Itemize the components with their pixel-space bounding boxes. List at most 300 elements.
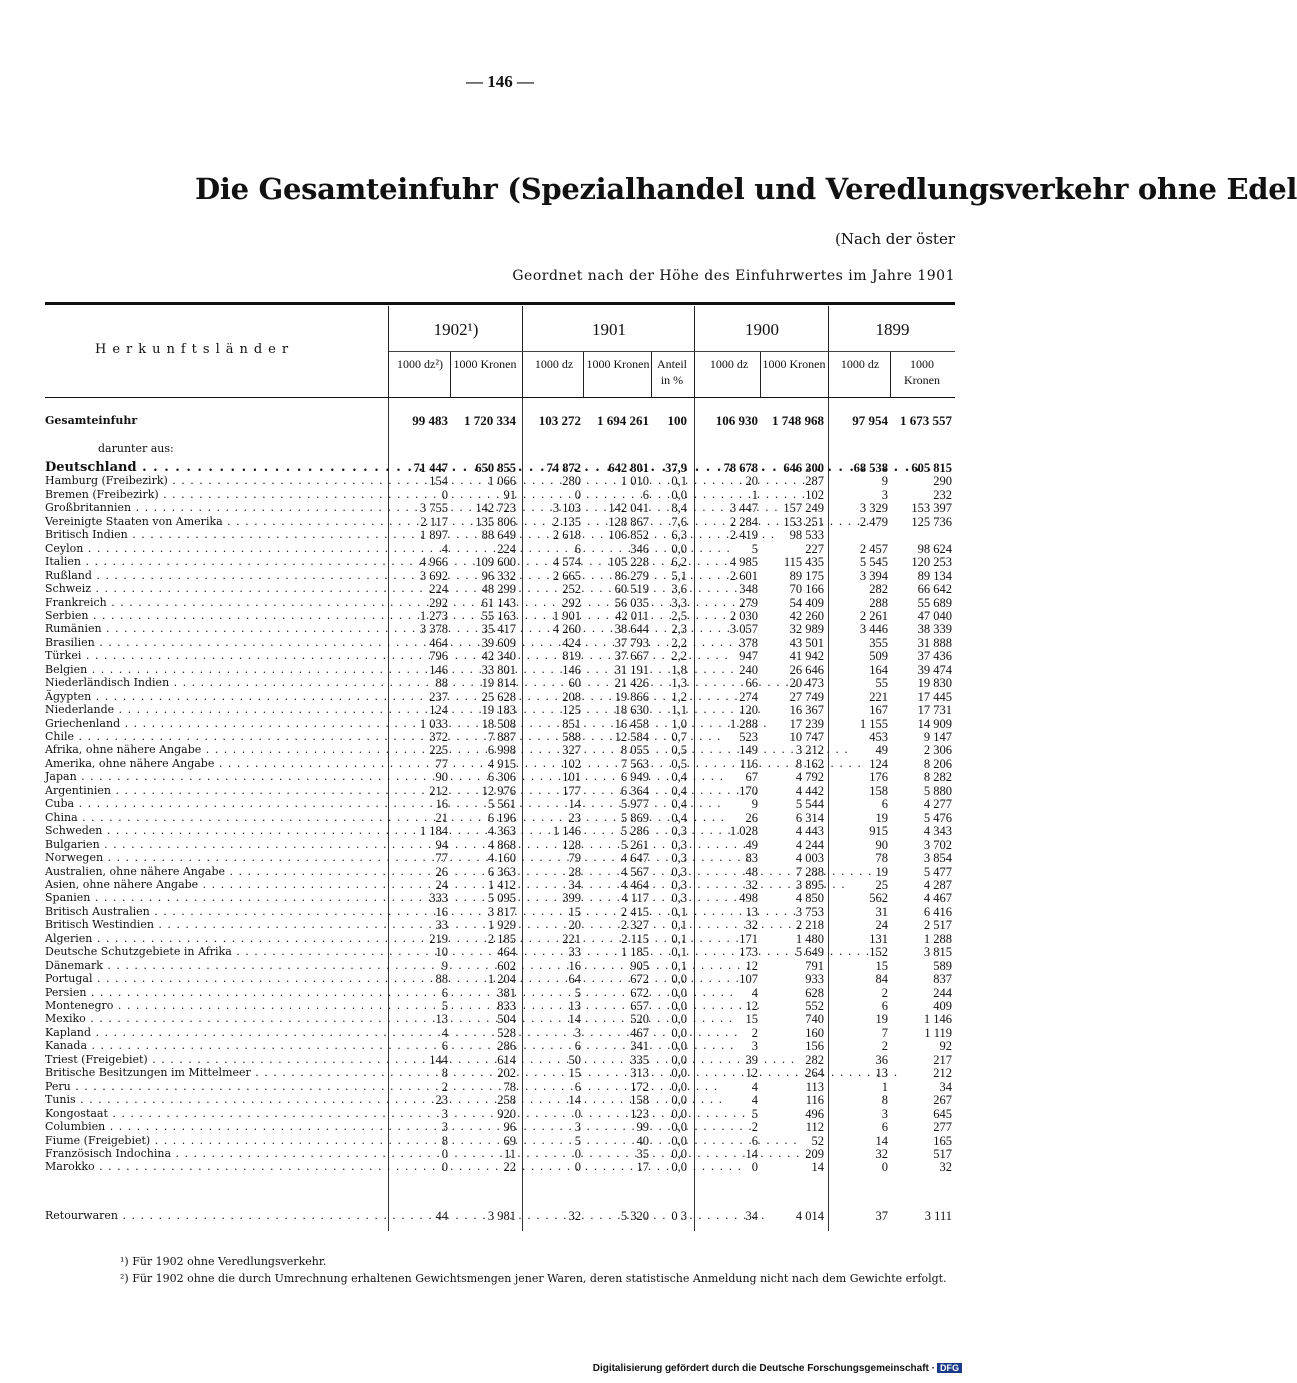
table-row <box>0 1093 1000 1107</box>
cell-col-7: 8 <box>881 1093 888 1108</box>
cell-col-2: 64 <box>568 972 581 987</box>
cell-col-6: 102 <box>805 487 824 502</box>
cell-col-1: 5 095 <box>487 891 516 906</box>
cell-col-4: 0,0 <box>671 1066 687 1081</box>
cell-col-8: 9 147 <box>923 730 952 744</box>
cell-col-2: 15 <box>568 904 581 919</box>
cell-col-6: 7 288 <box>795 864 824 879</box>
row-name: Chile . . . <box>45 730 373 744</box>
cell-col-8: 212 <box>933 1066 952 1081</box>
cell-col-3: 37 667 <box>614 649 649 664</box>
row-name: Hamburg (Freibezirk) . . . <box>45 474 373 488</box>
cell-col-6: 628 <box>805 985 824 1000</box>
dfg-logo: DFG <box>937 1363 962 1373</box>
cell-col-1: 3 981 <box>487 1209 516 1223</box>
row-name: Bremen (Freibezirk) . . . <box>45 488 373 502</box>
cell-col-6: 70 166 <box>789 582 824 597</box>
cell-col-1: 69 <box>503 1133 516 1148</box>
cell-col-4: 6,2 <box>671 555 687 570</box>
cell-col-3: 672 <box>630 985 649 1000</box>
cell-col-1: 25 628 <box>481 689 516 704</box>
cell-col-2: 14 <box>568 1012 581 1027</box>
cell-col-1: 286 <box>497 1039 516 1054</box>
cell-col-1: 224 <box>497 541 516 556</box>
cell-col-3: 105 228 <box>608 555 649 570</box>
cell-col-2: 0 <box>574 1160 581 1175</box>
cell-col-8: 19 830 <box>917 676 952 691</box>
cell-col-3: 60 519 <box>614 582 649 597</box>
row-name: Brasilien . . . <box>45 636 373 650</box>
cell-col-2: 292 <box>562 595 581 610</box>
cell-col-4: 0,3 <box>671 824 687 839</box>
cell-col-8: 47 040 <box>917 608 952 623</box>
cell-col-6: 27 749 <box>789 689 824 704</box>
cell-col-2: 0 <box>574 1146 581 1161</box>
cell-col-4: 0,4 <box>671 783 687 798</box>
table-row <box>0 474 1000 488</box>
cell-col-2: 6 <box>574 1079 581 1094</box>
cell-col-8: 837 <box>933 972 952 987</box>
cell-col-8: 3 815 <box>923 945 952 960</box>
country-column-header: Herkunftsländer <box>95 342 295 357</box>
cell-col-6: 5 544 <box>795 797 824 812</box>
cell-col-6: 116 <box>805 1093 824 1108</box>
cell-col-3: 5 261 <box>620 837 649 852</box>
row-name: Niederländisch Indien . . . <box>45 676 373 690</box>
cell-col-0: 6 <box>441 985 448 1000</box>
cell-col-2: 819 <box>562 649 581 664</box>
unit-1900-dz: 1000 dz <box>709 357 749 371</box>
cell-col-5: 14 <box>745 1146 758 1161</box>
table-row <box>0 743 1000 757</box>
cell-col-4: 0,3 <box>671 877 687 892</box>
cell-col-6: 14 <box>811 1160 824 1175</box>
cell-col-7: 2 <box>881 1039 888 1054</box>
row-name: Französisch Indochina . . . <box>45 1147 373 1161</box>
table-row <box>0 501 1000 515</box>
table-row <box>0 596 1000 610</box>
cell-col-2: 3 103 <box>552 501 581 516</box>
cell-col-7: 509 <box>869 649 888 664</box>
darunter-label: darunter aus: <box>98 442 174 455</box>
cell-col-0: 99 483 <box>412 413 448 428</box>
cell-col-6: 112 <box>805 1120 824 1135</box>
cell-col-1: 39 609 <box>481 635 516 650</box>
cell-col-8: 17 731 <box>917 703 952 718</box>
cell-col-7: 68 538 <box>853 461 888 475</box>
cell-col-4: 0,1 <box>671 945 687 960</box>
cell-col-7: 152 <box>869 945 888 960</box>
cell-col-6: 6 314 <box>795 810 824 825</box>
table-row <box>0 461 1000 475</box>
cell-col-4: 0,3 <box>671 891 687 906</box>
year-1902: 1902¹) <box>433 320 479 339</box>
cell-col-5: 12 <box>745 958 758 973</box>
table-row <box>0 555 1000 569</box>
cell-col-2: 221 <box>562 931 581 946</box>
cell-col-0: 4 <box>441 541 448 556</box>
row-name: Serbien . . . <box>45 609 373 623</box>
cell-col-2: 28 <box>568 864 581 879</box>
cell-col-6: 740 <box>805 1012 824 1027</box>
cell-col-8: 645 <box>933 1106 952 1121</box>
cell-col-6: 52 <box>811 1133 824 1148</box>
table-row <box>0 730 1000 744</box>
cell-col-5: 107 <box>739 972 758 987</box>
cell-col-8: 3 111 <box>924 1209 952 1223</box>
cell-col-1: 6 306 <box>487 770 516 785</box>
cell-col-3: 56 035 <box>614 595 649 610</box>
cell-col-0: 16 <box>435 797 448 812</box>
cell-col-7: 164 <box>869 662 888 677</box>
cell-col-7: 15 <box>875 958 888 973</box>
cell-col-8: 8 282 <box>923 770 952 785</box>
table-row <box>0 865 1000 879</box>
table-row <box>0 676 1000 690</box>
cell-col-2: 252 <box>562 582 581 597</box>
row-name: Retourwaren . . . <box>45 1209 373 1223</box>
cell-col-1: 464 <box>497 945 516 960</box>
table-row <box>0 1160 1000 1174</box>
unit-1901-kronen: 1000 Kronen <box>586 357 650 371</box>
cell-col-4: 0,5 <box>671 756 687 771</box>
row-name: Griechenland . . . <box>45 717 373 731</box>
cell-col-2: 34 <box>568 877 581 892</box>
row-name: Schweiz . . . <box>45 582 373 596</box>
cell-col-1: 19 183 <box>481 703 516 718</box>
row-name: Frankreich . . . <box>45 596 373 610</box>
cell-col-0: 225 <box>429 743 448 758</box>
cell-col-3: 1 694 261 <box>597 413 649 428</box>
table-row <box>0 690 1000 704</box>
cell-col-3: 4 117 <box>621 891 649 906</box>
unit-1901-dz: 1000 dz <box>534 357 574 371</box>
table-row <box>0 1053 1000 1067</box>
cell-col-1: 12 976 <box>481 783 516 798</box>
cell-col-6: 1 480 <box>795 931 824 946</box>
cell-col-6: 933 <box>805 972 824 987</box>
cell-col-3: 1 010 <box>620 474 649 489</box>
cell-col-3: 6 <box>642 487 649 502</box>
table-row-total <box>0 414 1000 428</box>
cell-col-5: 26 <box>745 810 758 825</box>
cell-col-5: 3 447 <box>729 501 758 516</box>
table-row <box>0 569 1000 583</box>
cell-col-0: 10 <box>435 945 448 960</box>
cell-col-4: 0,0 <box>671 541 687 556</box>
cell-col-1: 78 <box>503 1079 516 1094</box>
cell-col-2: 177 <box>562 783 581 798</box>
cell-col-1: 920 <box>497 1106 516 1121</box>
cell-col-4: 1,1 <box>671 703 687 718</box>
cell-col-4: 0,1 <box>671 904 687 919</box>
cell-col-6: 2 218 <box>795 918 824 933</box>
cell-col-7: 6 <box>881 999 888 1013</box>
cell-col-0: 0 <box>441 1160 448 1175</box>
cell-col-0: 237 <box>429 689 448 704</box>
cell-col-5: 6 <box>751 1133 758 1148</box>
ordered-by-note: Geordnet nach der Höhe des Einfuhrwertes im Jahre 1901 <box>512 268 955 284</box>
cell-col-4: 0,0 <box>671 1012 687 1027</box>
cell-col-1: 7 887 <box>487 730 516 744</box>
cell-col-3: 8 055 <box>620 743 649 758</box>
cell-col-0: 13 <box>435 1012 448 1027</box>
cell-col-3: 158 <box>630 1093 649 1108</box>
row-name: Deutsche Schutzgebiete in Afrika . . . <box>45 945 373 959</box>
cell-col-3: 657 <box>630 999 649 1013</box>
cell-col-5: 173 <box>739 945 758 960</box>
cell-col-0: 71 447 <box>413 461 448 475</box>
row-name: Triest (Freigebiet) . . . <box>45 1053 373 1067</box>
table-row <box>0 1120 1000 1134</box>
cell-col-0: 6 <box>441 1039 448 1054</box>
cell-col-5: 67 <box>745 770 758 785</box>
cell-col-5: 3 <box>751 1039 758 1054</box>
cell-col-2: 0 <box>574 1106 581 1121</box>
cell-col-0: 2 <box>441 1079 448 1094</box>
cell-col-7: 19 <box>875 1012 888 1027</box>
row-name: Rußland . . . <box>45 569 373 583</box>
cell-col-5: 5 <box>751 541 758 556</box>
year-1900: 1900 <box>745 320 779 339</box>
cell-col-0: 1 184 <box>419 824 448 839</box>
cell-col-8: 92 <box>939 1039 952 1054</box>
cell-col-1: 528 <box>497 1025 516 1040</box>
table-row <box>0 515 1000 529</box>
cell-col-8: 1 146 <box>923 1012 952 1027</box>
cell-col-3: 35 <box>636 1146 649 1161</box>
cell-col-1: 381 <box>497 985 516 1000</box>
unit-1900-kronen: 1000 Kronen <box>762 357 826 371</box>
cell-col-1: 6 196 <box>487 810 516 825</box>
table-row <box>0 542 1000 556</box>
cell-col-4: 0,0 <box>671 1120 687 1135</box>
row-name: Kanada . . . <box>45 1039 373 1053</box>
cell-col-0: 4 966 <box>419 555 448 570</box>
cell-col-8: 8 206 <box>923 756 952 771</box>
table-row <box>0 1080 1000 1094</box>
cell-col-3: 7 563 <box>620 756 649 771</box>
cell-col-3: 37 793 <box>614 635 649 650</box>
cell-col-0: 146 <box>429 662 448 677</box>
table-row <box>0 582 1000 596</box>
cell-col-2: 60 <box>568 676 581 691</box>
cell-col-6: 4 014 <box>795 1209 824 1223</box>
cell-col-8: 4 467 <box>923 891 952 906</box>
cell-col-8: 6 416 <box>923 904 952 919</box>
table-header <box>0 306 1000 398</box>
row-name: Italien . . . <box>45 555 373 569</box>
cell-col-8: 98 624 <box>917 541 952 556</box>
cell-col-5: 20 <box>745 474 758 489</box>
cell-col-5: 32 <box>745 877 758 892</box>
cell-col-8: 3 702 <box>923 837 952 852</box>
row-name: Portugal . . . <box>45 972 373 986</box>
cell-col-8: 5 880 <box>923 783 952 798</box>
cell-col-6: 115 435 <box>783 555 824 570</box>
cell-col-7: 84 <box>875 972 888 987</box>
cell-col-6: 3 753 <box>795 904 824 919</box>
cell-col-8: 3 854 <box>923 851 952 866</box>
row-name: Marokko . . . <box>45 1160 373 1174</box>
cell-col-1: 11 <box>503 1146 516 1161</box>
cell-col-2: 280 <box>562 474 581 489</box>
cell-col-6: 287 <box>805 474 824 489</box>
cell-col-0: 144 <box>429 1052 448 1067</box>
cell-col-6: 32 989 <box>789 622 824 637</box>
row-name: Kapland . . . <box>45 1026 373 1040</box>
unit-1902-kronen: 1000 Kronen <box>453 357 517 371</box>
cell-col-7: 36 <box>875 1052 888 1067</box>
cell-col-3: 172 <box>630 1079 649 1094</box>
cell-col-2: 32 <box>568 1209 581 1223</box>
cell-col-4: 3,6 <box>671 582 687 597</box>
row-name: Algerien . . . <box>45 932 373 946</box>
cell-col-8: 37 436 <box>917 649 952 664</box>
cell-col-3: 4 647 <box>620 851 649 866</box>
cell-col-4: 37,9 <box>665 461 687 475</box>
row-name: Deutschland . . . <box>45 461 373 475</box>
cell-col-6: 98 533 <box>789 528 824 543</box>
row-name: Kongostaat . . . <box>45 1107 373 1121</box>
cell-col-5: 83 <box>745 851 758 866</box>
cell-col-4: 0,0 <box>671 1039 687 1054</box>
cell-col-2: 3 <box>574 1120 581 1135</box>
cell-col-2: 208 <box>562 689 581 704</box>
cell-col-4: 6,3 <box>671 528 687 543</box>
cell-col-5: 9 <box>751 797 758 812</box>
cell-col-1: 96 332 <box>481 568 516 583</box>
cell-col-1: 109 600 <box>475 555 516 570</box>
cell-col-5: 2 284 <box>729 514 758 529</box>
cell-col-5: 4 <box>751 1079 758 1094</box>
page-title: Die Gesamteinfuhr (Spezialhandel und Veredlungsverkehr ohne Edel <box>195 172 1297 206</box>
table-row <box>0 649 1000 663</box>
cell-col-1: 18 508 <box>481 716 516 731</box>
cell-col-7: 282 <box>869 582 888 597</box>
cell-col-5: 120 <box>739 703 758 718</box>
cell-col-4: 0,0 <box>671 1106 687 1121</box>
cell-col-1: 1 066 <box>487 474 516 489</box>
cell-col-8: 32 <box>939 1160 952 1175</box>
cell-col-8: 244 <box>933 985 952 1000</box>
cell-col-4: 0 3 <box>671 1209 687 1223</box>
cell-col-0: 77 <box>435 851 448 866</box>
cell-col-0: 44 <box>435 1209 448 1223</box>
cell-col-2: 851 <box>562 716 581 731</box>
cell-col-0: 3 <box>441 1106 448 1121</box>
cell-col-5: 1 028 <box>729 824 758 839</box>
cell-col-3: 6 949 <box>620 770 649 785</box>
cell-col-2: 14 <box>568 797 581 812</box>
cell-col-8: 4 277 <box>923 797 952 812</box>
cell-col-4: 0,1 <box>671 931 687 946</box>
cell-col-1: 135 806 <box>475 514 516 529</box>
unit-1899-kronen: 1000 Kronen <box>904 357 940 387</box>
cell-col-4: 0,0 <box>671 1160 687 1175</box>
table-row <box>0 945 1000 959</box>
row-name: Ägypten . . . <box>45 690 373 704</box>
cell-col-7: 288 <box>869 595 888 610</box>
cell-col-5: 1 288 <box>729 716 758 731</box>
cell-col-1: 55 163 <box>481 608 516 623</box>
cell-col-2: 125 <box>562 703 581 718</box>
cell-col-6: 227 <box>805 541 824 556</box>
cell-col-3: 19 866 <box>614 689 649 704</box>
cell-col-0: 3 <box>441 1120 448 1135</box>
cell-col-7: 14 <box>875 1133 888 1148</box>
table-row <box>0 663 1000 677</box>
cell-col-8: 5 476 <box>923 810 952 825</box>
cell-col-3: 2 327 <box>620 918 649 933</box>
cell-col-2: 14 <box>568 1093 581 1108</box>
cell-col-8: 66 642 <box>917 582 952 597</box>
table-row <box>0 811 1000 825</box>
cell-col-5: 240 <box>739 662 758 677</box>
cell-col-6: 4 442 <box>795 783 824 798</box>
cell-col-0: 1 033 <box>419 716 448 731</box>
table-row <box>0 986 1000 1000</box>
cell-col-2: 5 <box>574 1133 581 1148</box>
cell-col-6: 552 <box>805 999 824 1013</box>
cell-col-0: 77 <box>435 756 448 771</box>
cell-col-4: 2,5 <box>671 608 687 623</box>
row-name: Britisch Australien . . . <box>45 905 373 919</box>
cell-col-7: 31 <box>875 904 888 919</box>
cell-col-3: 335 <box>630 1052 649 1067</box>
cell-col-3: 2 415 <box>620 904 649 919</box>
cell-col-0: 88 <box>435 676 448 691</box>
cell-col-2: 424 <box>562 635 581 650</box>
cell-col-4: 0,7 <box>671 730 687 744</box>
cell-col-1: 1 204 <box>487 972 516 987</box>
table-row-retour <box>0 1209 1000 1223</box>
cell-col-3: 12 584 <box>614 730 649 744</box>
cell-col-4: 5,1 <box>671 568 687 583</box>
table-row <box>0 1026 1000 1040</box>
cell-col-3: 40 <box>636 1133 649 1148</box>
cell-col-0: 372 <box>429 730 448 744</box>
cell-col-2: 399 <box>562 891 581 906</box>
cell-col-8: 5 477 <box>923 864 952 879</box>
table-row <box>0 784 1000 798</box>
cell-col-6: 8 162 <box>795 756 824 771</box>
cell-col-5: 106 930 <box>715 413 758 428</box>
cell-col-3: 128 867 <box>608 514 649 529</box>
table-row <box>0 972 1000 986</box>
cell-col-8: 38 339 <box>917 622 952 637</box>
cell-col-8: 14 909 <box>917 716 952 731</box>
cell-col-3: 18 630 <box>614 703 649 718</box>
cell-col-1: 4 915 <box>487 756 516 771</box>
cell-col-2: 6 <box>574 541 581 556</box>
cell-col-0: 8 <box>441 1133 448 1148</box>
table-row <box>0 1147 1000 1161</box>
cell-col-8: 409 <box>933 999 952 1013</box>
cell-col-6: 5 649 <box>795 945 824 960</box>
cell-col-7: 3 394 <box>859 568 888 583</box>
row-name: Bulgarien . . . <box>45 838 373 852</box>
cell-col-7: 167 <box>869 703 888 718</box>
cell-col-1: 33 801 <box>481 662 516 677</box>
cell-col-4: 7,6 <box>671 514 687 529</box>
cell-col-7: 90 <box>875 837 888 852</box>
cell-col-0: 1 897 <box>419 528 448 543</box>
cell-col-1: 88 649 <box>481 528 516 543</box>
cell-col-5: 116 <box>739 756 758 771</box>
cell-col-3: 123 <box>630 1106 649 1121</box>
cell-col-6: 264 <box>805 1066 824 1081</box>
